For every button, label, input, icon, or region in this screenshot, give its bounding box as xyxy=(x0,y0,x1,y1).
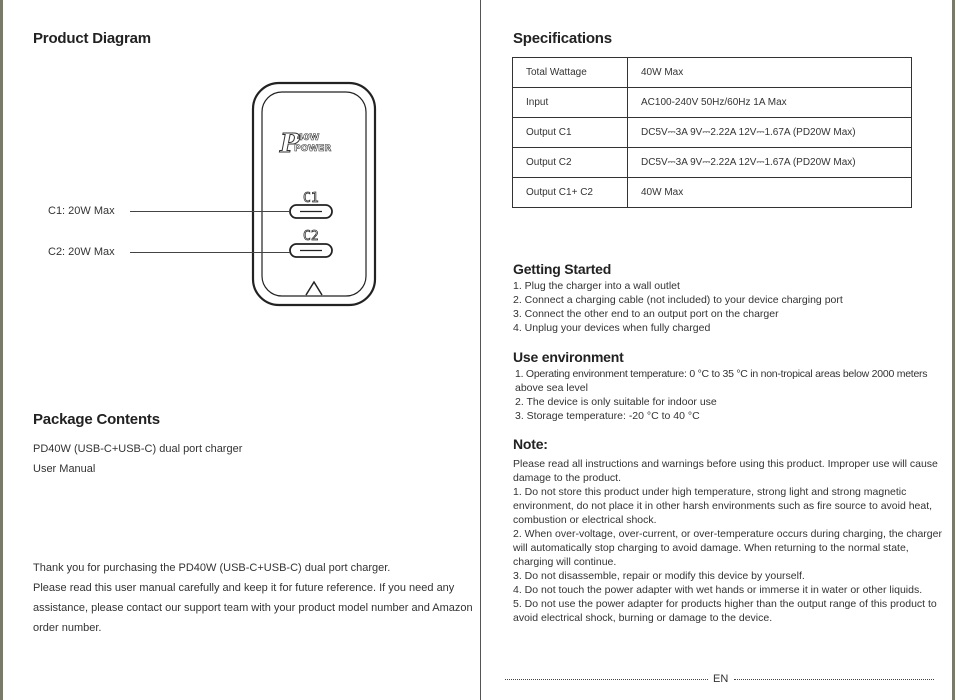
note-line: 3. Do not disassemble, repair or modify this device by yourself. xyxy=(513,570,805,582)
spec-value: AC100-240V 50Hz/60Hz 1A Max xyxy=(628,88,912,118)
package-item: PD40W (USB-C+USB-C) dual port charger xyxy=(33,443,243,455)
use-environment-title: Use environment xyxy=(513,349,624,365)
package-contents-title: Package Contents xyxy=(33,411,160,428)
list-item: 1. Plug the charger into a wall outlet xyxy=(513,280,680,292)
thanks-line: assistance, please contact our support team with your product model number and Amazon xyxy=(33,602,473,614)
note-line: environment, do not place it in other harsh environments such as fire source to avoid heat, xyxy=(513,500,933,512)
specifications-table xyxy=(512,57,912,208)
note-line: avoid electrical shock, burning or damage to the device. xyxy=(513,612,773,624)
thanks-line: Please read this user manual carefully and keep it for future reference. If you need any xyxy=(33,582,455,594)
note-line: 5. Do not use the power adapter for products higher than the output range of this product to xyxy=(513,598,937,610)
table-row xyxy=(513,58,912,88)
page-divider xyxy=(480,0,481,700)
spec-value: 40W Max xyxy=(628,178,912,208)
release-arrow-icon xyxy=(306,282,322,295)
spec-value: DC5V⎓3A 9V⎓2.22A 12V⎓1.67A (PD20W Max) xyxy=(628,118,912,148)
spec-label: Total Wattage xyxy=(513,58,628,88)
table-row xyxy=(513,88,912,118)
note-line: charging will continue. xyxy=(513,556,617,568)
callout-c2: C2: 20W Max xyxy=(48,246,115,258)
left-page-edge xyxy=(0,0,3,700)
note-line: 2. When over-voltage, over-current, or over-temperature occurs during charging, the charger xyxy=(513,528,942,540)
product-diagram-title: Product Diagram xyxy=(33,30,151,47)
list-item: 3. Connect the other end to an output port on the charger xyxy=(513,308,779,320)
charger-logo-icon xyxy=(279,129,331,159)
callout-c1: C1: 20W Max xyxy=(48,205,115,217)
list-item: 2. The device is only suitable for indoor use xyxy=(515,396,717,408)
charger-diagram xyxy=(250,80,380,310)
callout-line-c1 xyxy=(130,211,290,212)
note-line: 1. Do not store this product under high temperature, strong light and strong magnetic xyxy=(513,486,907,498)
note-title: Note: xyxy=(513,436,548,452)
spec-value: DC5V⎓3A 9V⎓2.22A 12V⎓1.67A (PD20W Max) xyxy=(628,148,912,178)
note-line: combustion or electrical shock. xyxy=(513,514,657,526)
package-item: User Manual xyxy=(33,463,96,475)
spec-value: 40W Max xyxy=(628,58,912,88)
callout-line-c2 xyxy=(130,252,290,253)
thanks-line: order number. xyxy=(33,622,102,634)
footer-language: EN xyxy=(713,673,729,685)
spec-label: Input xyxy=(513,88,628,118)
spec-label: Output C1+ C2 xyxy=(513,178,628,208)
footer-rule-right xyxy=(734,679,934,680)
table-row xyxy=(513,178,912,208)
table-row xyxy=(513,118,912,148)
svg-text:POWER: POWER xyxy=(294,144,332,154)
note-line: damage to the product. xyxy=(513,472,621,484)
list-item: 2. Connect a charging cable (not included) to your device charging port xyxy=(513,294,843,306)
specifications-title: Specifications xyxy=(513,30,612,47)
list-item: 4. Unplug your devices when fully charged xyxy=(513,322,711,334)
port-label-c2: C2 xyxy=(303,229,319,244)
svg-text:P: P xyxy=(280,129,300,159)
note-line: Please read all instructions and warnings before using this product. Improper use will cause xyxy=(513,458,938,470)
list-item: 1. Operating environment temperature: 0 °C to 35 °C in non-tropical areas below 2000 meters xyxy=(515,368,928,380)
svg-text:40W: 40W xyxy=(297,133,320,143)
spec-label: Output C2 xyxy=(513,148,628,178)
note-line: 4. Do not touch the power adapter with wet hands or immerse it in water or other liquids. xyxy=(513,584,923,596)
thanks-line: Thank you for purchasing the PD40W (USB-C+USB-C) dual port charger. xyxy=(33,562,391,574)
list-item: 3. Storage temperature: -20 °C to 40 °C xyxy=(515,410,700,422)
list-item: above sea level xyxy=(515,382,588,394)
spec-label: Output C1 xyxy=(513,118,628,148)
table-row xyxy=(513,148,912,178)
footer-rule-left xyxy=(505,679,708,680)
port-label-c1: C1 xyxy=(303,191,319,206)
note-line: will automatically stop charging to avoid damage. When returning to the normal state, xyxy=(513,542,909,554)
getting-started-title: Getting Started xyxy=(513,261,612,277)
